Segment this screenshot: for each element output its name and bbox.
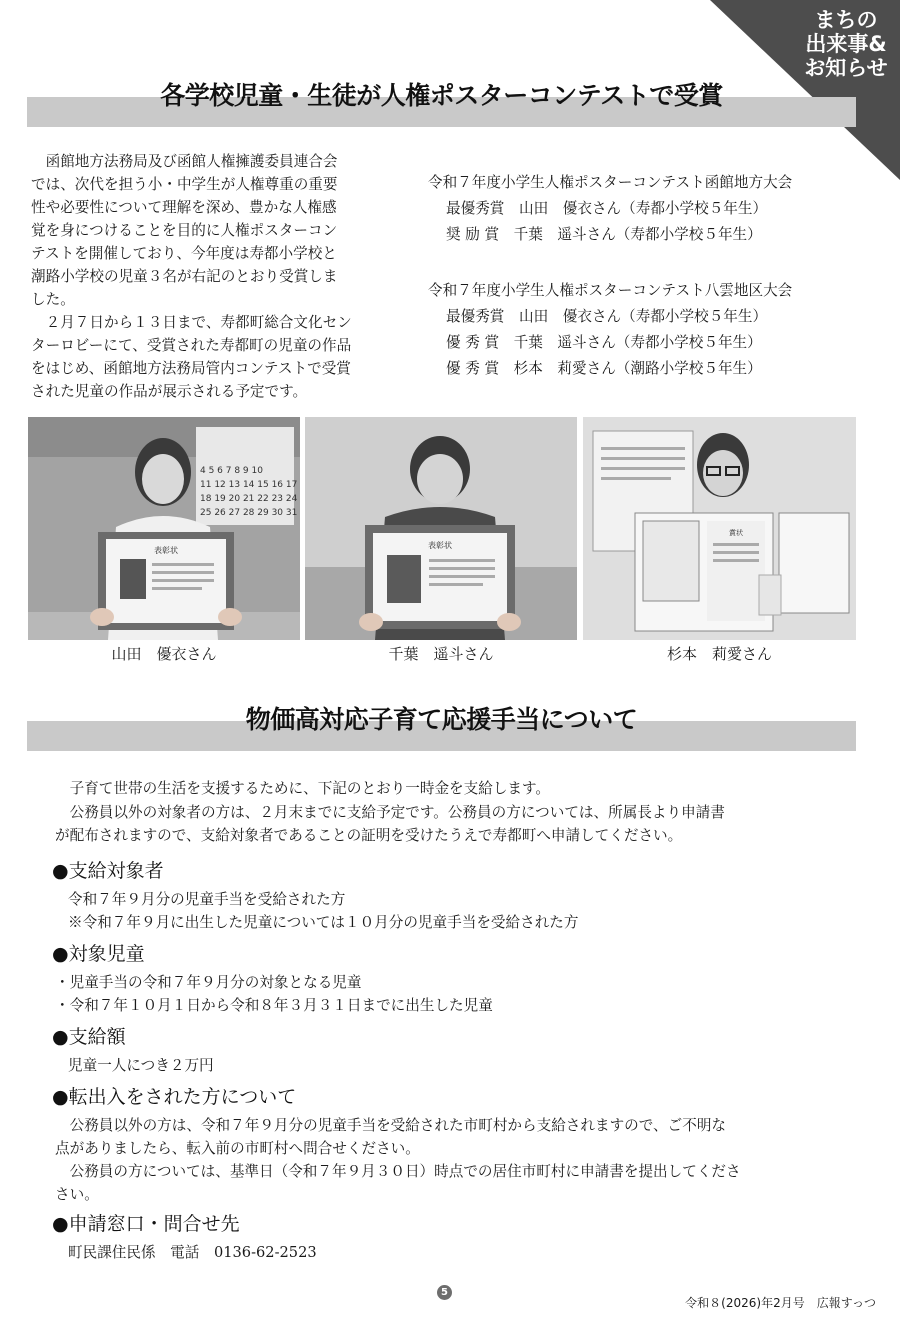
contest1-awards xyxy=(428,170,792,248)
contest2-row: 最優秀賞 山田 優衣さん（寿都小学校５年生） xyxy=(446,308,768,325)
page-number: 5 xyxy=(437,1285,452,1300)
item-target-child-title: ●対象児童 xyxy=(52,943,145,965)
certificate-title: 表彰状 xyxy=(428,541,452,550)
certificate-title: 表彰状 xyxy=(154,546,178,555)
certificate-title: 賞状 xyxy=(729,529,743,537)
item-moving-line: 公務員の方については、基準日（令和７年９月３０日）時点での居住市町村に申請書を提出してくださ xyxy=(55,1163,741,1180)
item-target-child-line: ・令和７年１０月１日から令和８年３月３１日までに出生した児童 xyxy=(55,997,493,1014)
corner-tag: まちの 出来事& お知らせ xyxy=(804,8,888,80)
contest1-row: 奨 励 賞 千葉 遥斗さん（寿都小学校５年生） xyxy=(446,226,762,243)
calendar-numbers: 4 5 6 7 8 9 10 xyxy=(200,466,263,476)
issue-footer: 令和８(2026)年2月号 広報すっつ xyxy=(685,1296,876,1310)
contest1-title: 令和７年度小学生人権ポスターコンテスト函館地方大会 xyxy=(428,174,793,191)
contest1-row: 最優秀賞 山田 優衣さん（寿都小学校５年生） xyxy=(446,200,768,217)
photo-chiba-caption: 千葉 遥斗さん xyxy=(388,645,494,663)
section1-paragraph-1: 函館地方法務局及び函館人権擁護委員連合会 では、次代を担う小・中学生が人権尊重の重要 性や必要性について理解を深め、豊かな人権感 覚を身につけることを目的に人権ポスターコン テストを開催しており、今年度は寿都小学校と 潮路小学校の児童３名が右記のとおり受賞しま した。 xyxy=(31,153,338,308)
item-moving-line: 点がありましたら、転入前の市町村へ問合せください。 xyxy=(55,1140,420,1157)
intro-line: が配布されますので、支給対象者であることの証明を受けたうえで寿都町へ申請してください。 xyxy=(55,827,683,844)
item-amount-line: 児童一人につき２万円 xyxy=(68,1057,214,1074)
item-moving-line: 公務員以外の方は、令和７年９月分の児童手当を受給された市町村から支給されますので、ご不明な xyxy=(55,1117,727,1134)
item-payment-target-title: ●支給対象者 xyxy=(52,860,164,882)
item-target-child-line: ・児童手当の令和７年９月分の対象となる児童 xyxy=(55,974,362,991)
contest2-row: 優 秀 賞 千葉 遥斗さん（寿都小学校５年生） xyxy=(446,334,762,351)
calendar-numbers: 25 26 27 28 29 30 31 xyxy=(200,508,298,518)
section1-title: 各学校児童・生徒が人権ポスターコンテストで受賞 xyxy=(160,81,723,110)
contest2-title: 令和７年度小学生人権ポスターコンテスト八雲地区大会 xyxy=(428,282,793,299)
item-amount-title: ●支給額 xyxy=(52,1026,126,1048)
photo-yamada-image xyxy=(28,417,300,640)
item-payment-target-line: ※令和７年９月に出生した児童については１０月分の児童手当を受給された方 xyxy=(68,914,579,931)
calendar-numbers: 18 19 20 21 22 23 24 xyxy=(200,494,298,504)
item-moving-title: ●転出入をされた方について xyxy=(52,1086,297,1108)
photo-chiba-image xyxy=(305,417,577,640)
photo-sugimoto-caption: 杉本 莉愛さん xyxy=(666,645,772,663)
photo-yamada-caption: 山田 優衣さん xyxy=(111,645,217,663)
intro-line: 子育て世帯の生活を支援するために、下記のとおり一時金を支給します。 xyxy=(55,780,551,797)
item-payment-target-line: 令和７年９月分の児童手当を受給された方 xyxy=(68,891,346,908)
photo-chiba xyxy=(305,417,577,640)
item-contact-title: ●申請窓口・問合せ先 xyxy=(52,1213,240,1235)
calendar-numbers: 11 12 13 14 15 16 17 xyxy=(200,480,298,490)
photo-sugimoto-image xyxy=(583,417,856,640)
photo-sugimoto xyxy=(583,417,856,640)
photo-yamada xyxy=(28,417,300,640)
item-contact-line: 町民課住民係 電話 0136-62-2523 xyxy=(68,1244,317,1261)
item-moving-line: さい。 xyxy=(55,1186,99,1203)
contest2-awards xyxy=(428,278,792,382)
intro-line: 公務員以外の対象者の方は、２月末までに支給予定です。公務員の方については、所属長より申請書 xyxy=(55,804,725,821)
contest2-row: 優 秀 賞 杉本 莉愛さん（潮路小学校５年生） xyxy=(446,360,762,377)
section2-title: 物価高対応子育て応援手当について xyxy=(245,705,638,734)
section1-paragraph-2: ２月７日から１３日まで、寿都町総合文化セン ターロビーにて、受賞された寿都町の児童の作品 をはじめ、函館地方法務局管内コンテストで受賞 された児童の作品が展示される予定です。 xyxy=(31,314,352,400)
